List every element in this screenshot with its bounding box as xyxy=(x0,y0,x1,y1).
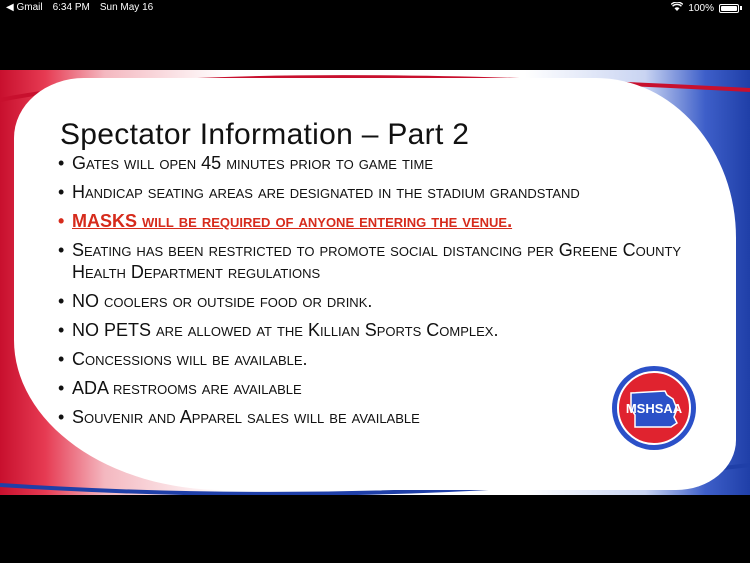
battery-tip xyxy=(740,6,742,10)
bullet-ada-restrooms: • ADA restrooms are available xyxy=(58,377,698,399)
slide-title: Spectator Information – Part 2 xyxy=(60,118,470,151)
bullet-masks-required: • MASKS will be required of anyone entering the venue. xyxy=(58,210,698,232)
bullet-concessions: • Concessions will be available. xyxy=(58,348,698,370)
status-date: Sun May 16 xyxy=(99,2,154,13)
mshsaa-logo xyxy=(611,365,697,451)
back-to-gmail-link[interactable]: ◀ Gmail xyxy=(6,2,43,13)
bullet-handicap-seating: • Handicap seating areas are designated in the stadium grandstand xyxy=(58,181,698,203)
bullet-social-distancing: • Seating has been restricted to promote social distancing per Greene County Health Department regulations xyxy=(58,239,698,283)
bullet-no-coolers: • NO coolers or outside food or drink. xyxy=(58,290,698,312)
bullet-gates: • Gates will open 45 minutes prior to game time xyxy=(58,152,698,174)
battery-icon xyxy=(719,4,739,13)
status-bar xyxy=(0,0,750,16)
battery-percent: 100% xyxy=(688,2,714,14)
status-time: 6:34 PM xyxy=(52,2,90,13)
bullet-souvenir-sales: • Souvenir and Apparel sales will be available xyxy=(58,406,698,428)
logo-text: MSHSAA xyxy=(625,401,683,416)
wifi-icon xyxy=(671,2,683,14)
bullet-list xyxy=(58,152,698,435)
bullet-no-pets: • NO PETS are allowed at the Killian Sports Complex. xyxy=(58,319,698,341)
